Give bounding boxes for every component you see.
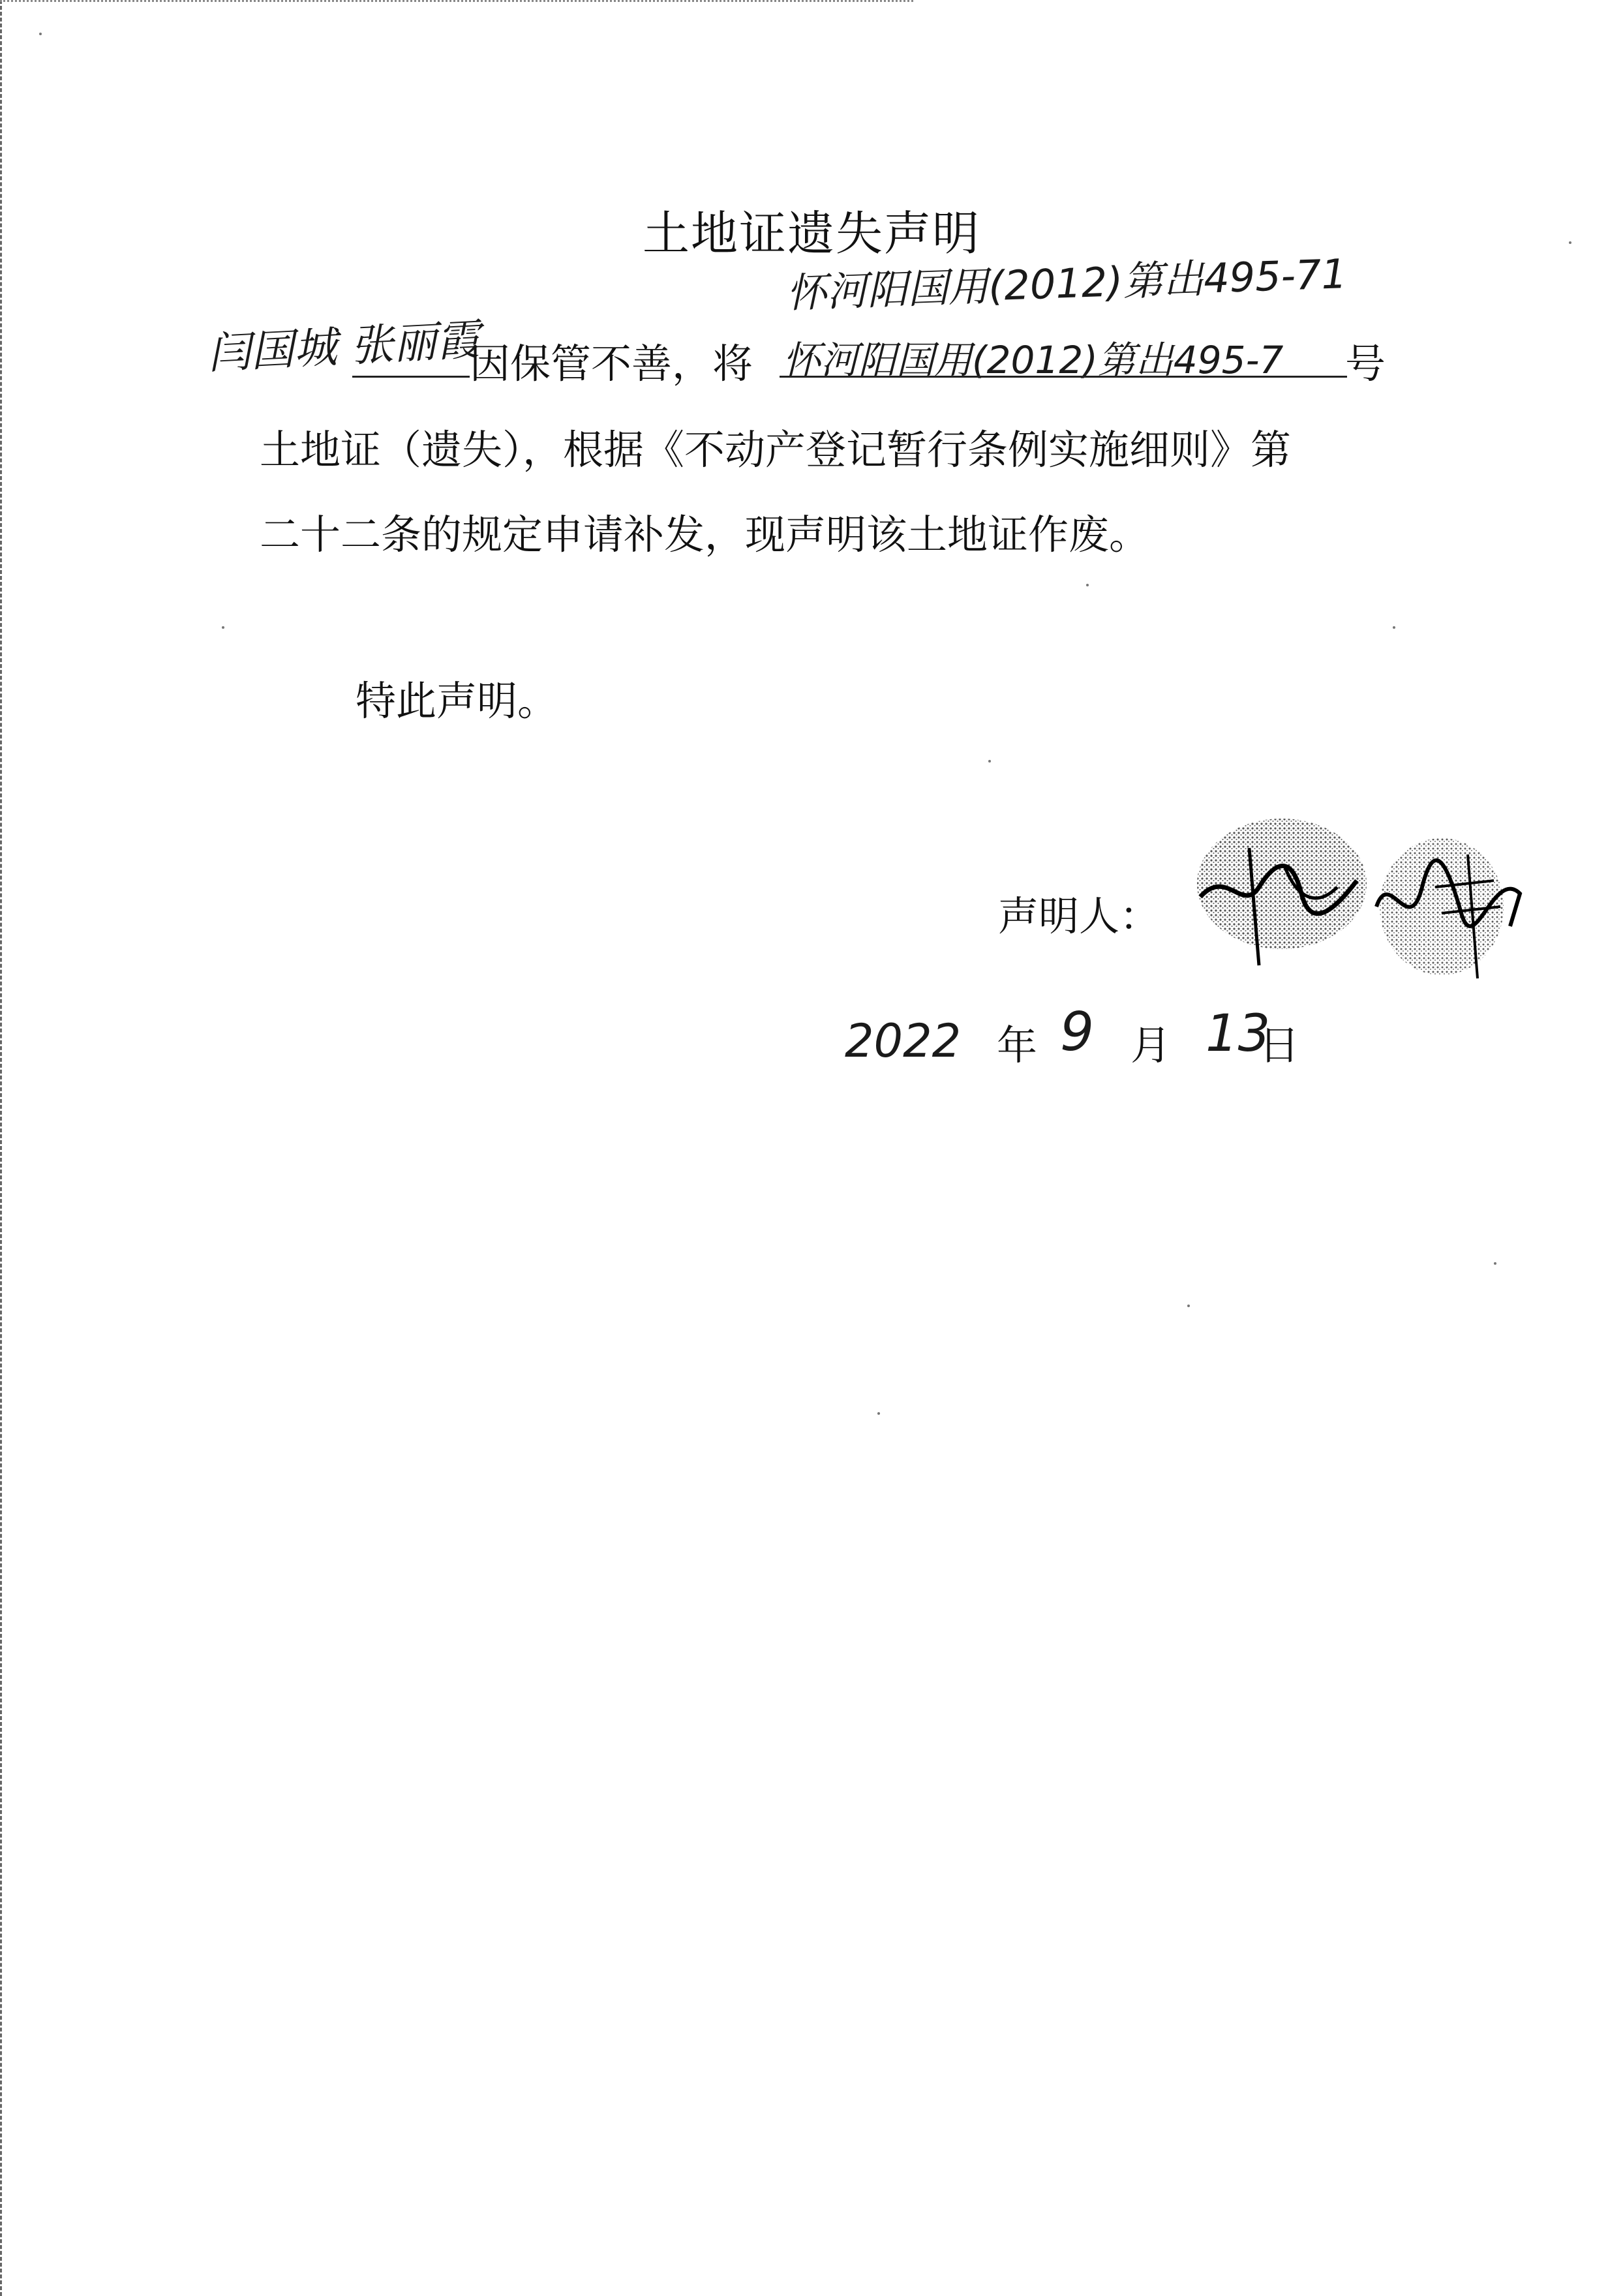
date-year-handwritten: 2022	[845, 1014, 962, 1068]
scan-speck	[39, 33, 42, 35]
line1-text: 因保管不善，将	[470, 340, 753, 387]
scan-edge-top	[0, 0, 913, 5]
scan-speck	[1086, 584, 1089, 586]
scan-speck	[1187, 1305, 1190, 1307]
scan-speck	[1569, 241, 1571, 244]
line1-tail: 号	[1345, 340, 1386, 387]
signature-fingerprint-1	[1187, 809, 1376, 978]
handwritten-cert-number: 怀河阳国用(2012)第出495-7	[783, 338, 1284, 382]
scan-edge-left	[0, 0, 6, 2296]
scan-speck	[988, 760, 991, 763]
date-year-label: 年	[997, 1021, 1038, 1069]
date-month-label: 月	[1130, 1021, 1172, 1069]
handwritten-owner-names: 闫国城 张丽霞	[206, 314, 481, 379]
line3-text: 二十二条的规定申请补发，现声明该土地证作废。	[260, 511, 1150, 558]
owner-blank-line	[352, 376, 470, 378]
scan-speck	[222, 626, 224, 629]
cert-blank-line	[780, 376, 1347, 378]
declarant-label: 声明人：	[998, 892, 1160, 940]
date-month-handwritten: 9	[1060, 1001, 1095, 1063]
line2-text: 土地证（遗失），根据《不动产登记暂行条例实施细则》第	[260, 426, 1292, 474]
handwritten-cert-above: 怀河阳国用(2012)第出495-71	[785, 250, 1348, 317]
scan-speck	[877, 1412, 880, 1415]
date-day-handwritten: 13	[1206, 1004, 1271, 1063]
scan-speck	[1494, 1262, 1496, 1265]
closing-text: 特此声明。	[356, 677, 558, 725]
document-title: 土地证遗失声明	[642, 206, 980, 261]
scan-speck	[1393, 626, 1395, 629]
signature-fingerprint-2	[1363, 828, 1540, 991]
date-day-label: 日	[1259, 1021, 1300, 1069]
